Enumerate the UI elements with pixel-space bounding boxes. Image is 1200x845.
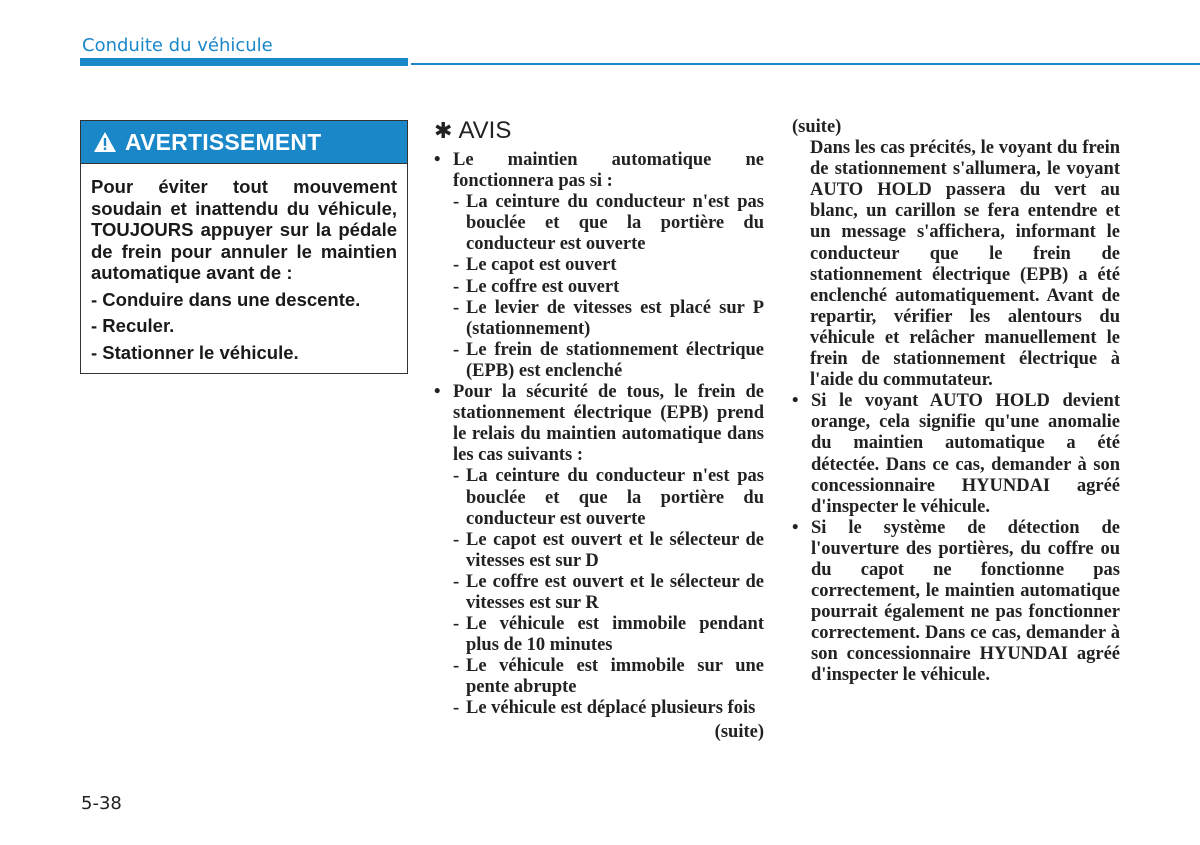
- bullet-text: Si le système de détection de l'ouverture des portières, du coffre ou du capot ne fonctionne pas correctement, le maintien automatique pourrait également ne pas fonctionner correctement. Dans ce cas, demander à son concessionnaire HYUNDAI agréé d'inspecter le véhicule.: [811, 517, 1120, 686]
- asterisk-icon: ✱: [434, 118, 453, 144]
- continued-label: (suite): [714, 721, 764, 742]
- sub-item: - Le véhicule est déplacé plusieurs fois: [453, 698, 764, 719]
- sub-item: - Le coffre est ouvert et le sélecteur de vitesses est sur R: [453, 571, 764, 613]
- sub-item: - La ceinture du conducteur n'est pas bouclée et que la portière du conducteur est ouverte: [453, 192, 764, 255]
- sub-item-text: Le capot est ouvert: [466, 255, 617, 276]
- avis-heading: [434, 117, 764, 145]
- sub-item: - Le capot est ouvert et le sélecteur de vitesses est sur D: [453, 529, 764, 571]
- warning-item: - Reculer.: [91, 315, 175, 336]
- sub-item: - Le coffre est ouvert: [453, 277, 764, 298]
- continued-label: (suite): [792, 117, 842, 137]
- bullet-text: Si le voyant AUTO HOLD devient orange, cela signifie qu'une anomalie du maintien automatique a été détectée. Dans ce cas, demander à son concessionnaire HYUNDAI agréé d'inspecter le véhicule.: [811, 391, 1120, 517]
- sub-item-text: Le véhicule est immobile pendant plus de 10 minutes: [466, 614, 764, 656]
- sub-item-text: La ceinture du conducteur n'est pas bouclée et que la portière du conducteur est ouverte: [466, 466, 764, 529]
- sub-item: - La ceinture du conducteur n'est pas bouclée et que la portière du conducteur est ouverte: [453, 466, 764, 529]
- sub-item-text: Le levier de vitesses est placé sur P (stationnement): [466, 297, 764, 339]
- sub-item-text: Le véhicule est immobile sur une pente abrupte: [466, 656, 764, 698]
- list-item: [434, 150, 764, 192]
- continuation-column: [792, 117, 1120, 687]
- sub-item-text: Le frein de stationnement électrique (EPB) est enclenché: [466, 339, 764, 381]
- list-item: [792, 391, 1120, 518]
- sub-item: - Le frein de stationnement électrique (EPB) est enclenché: [453, 339, 764, 381]
- warning-triangle-icon: [93, 131, 117, 153]
- sub-item: - Le véhicule est immobile pendant plus de 10 minutes: [453, 614, 764, 656]
- list-item: [434, 382, 764, 466]
- sub-item: - Le capot est ouvert: [453, 255, 764, 276]
- bullet-icon: •: [434, 150, 441, 170]
- sub-item-text: Le véhicule est déplacé plusieurs fois: [466, 698, 756, 719]
- list-item: [792, 518, 1120, 687]
- page-number: 5-38: [81, 793, 122, 814]
- bullet-icon: •: [792, 517, 799, 538]
- sub-item: - Le levier de vitesses est placé sur P (stationnement): [453, 297, 764, 339]
- sub-item: - Le véhicule est immobile sur une pente abrupte: [453, 656, 764, 698]
- bullet-icon: •: [792, 391, 799, 412]
- sub-item-text: Le capot est ouvert et le sélecteur de vitesses est sur D: [466, 529, 764, 571]
- warning-body: [81, 164, 407, 373]
- section-title: Conduite du véhicule: [82, 35, 273, 56]
- continuation-paragraph: Dans les cas précités, le voyant du frein de stationnement s'allumera, le voyant AUTO HOLD passera du vert au blanc, un carillon se fera entendre et un message s'affichera, informant le conducteur que le frein de stationnement électrique (EPB) a été enclenché automatiquement. Avant de repartir, vérifier les alentours du véhicule et relâcher manuellement le frein de stationnement électrique à l'aide du commutateur.: [810, 138, 1120, 391]
- sub-item-text: Le coffre est ouvert et le sélecteur de vitesses est sur R: [466, 571, 764, 613]
- warning-box: [80, 120, 408, 374]
- bullet-text: Pour la sécurité de tous, le frein de stationnement électrique (EPB) prend le relais du maintien automatique dans les cas suivants :: [453, 382, 764, 466]
- sub-item-text: Le coffre est ouvert: [466, 276, 620, 297]
- warning-item: - Stationner le véhicule.: [91, 341, 299, 363]
- bullet-text: Le maintien automatique ne fonctionnera pas si :: [453, 150, 764, 192]
- warning-title: AVERTISSEMENT: [125, 128, 322, 155]
- warning-item: - Conduire dans une descente.: [91, 288, 361, 310]
- avis-column: [434, 117, 764, 743]
- bullet-icon: •: [434, 382, 441, 403]
- warning-text: Pour éviter tout mouvement soudain et inattendu du véhicule, TOUJOURS appuyer sur la pédale de frein pour annuler le maintien automatique avant de :: [91, 176, 397, 283]
- header-rule-thin: [411, 63, 1200, 65]
- avis-title: AVIS: [458, 117, 512, 145]
- header-rule-thick: [80, 58, 408, 66]
- warning-header: [81, 121, 407, 164]
- sub-item-text: La ceinture du conducteur n'est pas bouclée et que la portière du conducteur est ouverte: [466, 192, 764, 255]
